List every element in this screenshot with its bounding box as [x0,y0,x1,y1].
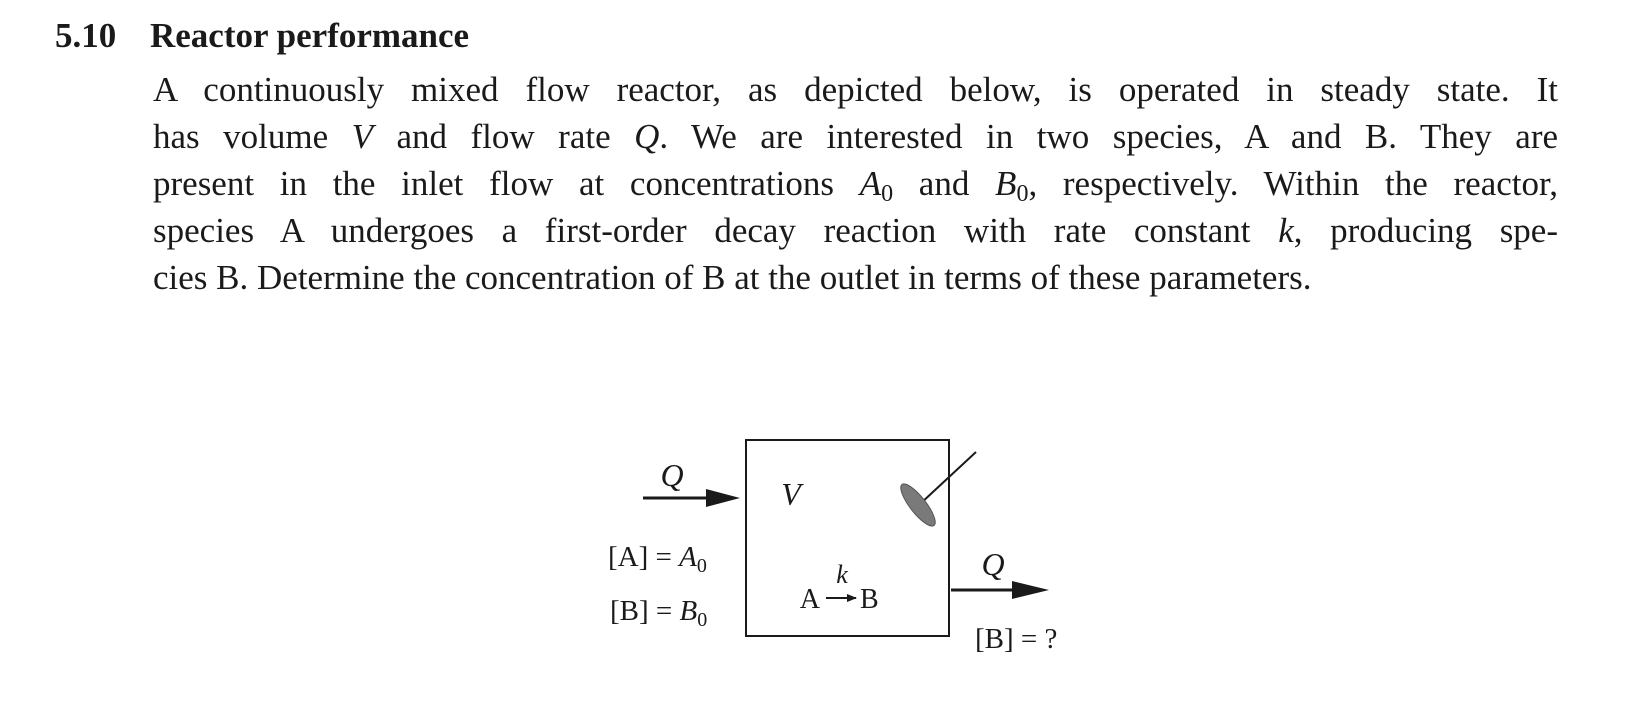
outlet-arrow-head [1012,581,1049,599]
inlet-flow-label: Q [660,457,684,493]
statement-line-2: has volume V and flow rate Q. We are interested in two species, A and B. They are [153,117,1559,156]
statement-line-3: present in the inlet flow at concentrations $A_0$ and $B_0$, respectively. Within the reactor, [153,164,1558,207]
outlet-flow-label: Q [981,546,1005,582]
reaction-right: B [860,584,879,615]
stirrer-icon [896,452,976,530]
inlet-arrow-head [706,489,740,507]
rate-constant-label: k [836,560,848,589]
problem-title: Reactor performance [150,16,470,55]
reactor-box [746,440,949,636]
outlet-b-concentration: [B] = ? [975,623,1058,655]
inlet-b-concentration: $[B] = B_0$ [610,595,708,631]
reaction-left: A [799,584,820,615]
statement-line-4: species A undergoes a first-order decay reaction with rate constant k, producing spe- [153,211,1558,250]
statement-line-5: cies B. Determine the concentration of B at the outlet in terms of these parameters. [153,258,1312,297]
statement-line-1: A continuously mixed flow reactor, as depicted below, is operated in steady state. It [153,70,1558,109]
volume-label: V [781,476,801,512]
problem-number: 5.10 [55,16,117,55]
inlet-a-concentration: $[A] = A_0$ [608,541,707,577]
